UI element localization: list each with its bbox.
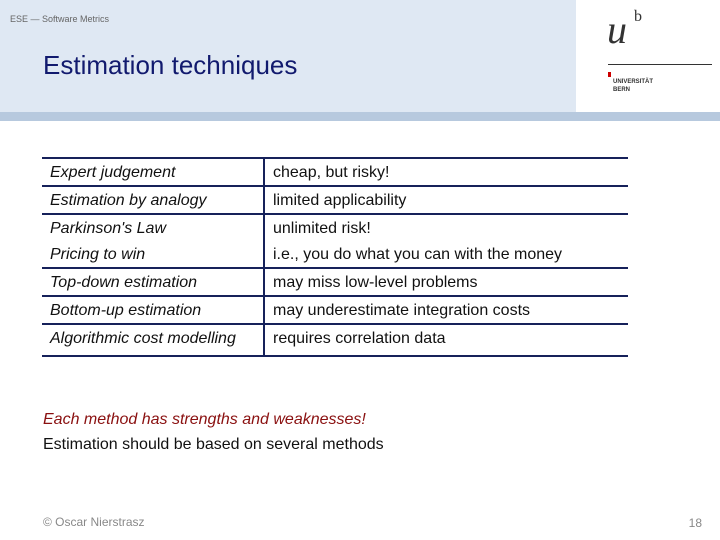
technique-cell: Bottom-up estimation: [42, 296, 264, 324]
logo-u-glyph: u: [607, 7, 627, 52]
table-row: [42, 186, 628, 214]
technique-cell: Parkinson's Law: [42, 214, 264, 241]
table-row: [42, 159, 628, 186]
logo-rule: [608, 64, 712, 65]
technique-cell: Algorithmic cost modelling: [42, 324, 264, 355]
description-cell: may underestimate integration costs: [264, 296, 628, 324]
logo-wordmark-line1: UNIVERSITÄT: [613, 79, 654, 85]
description-cell: cheap, but risky!: [264, 159, 628, 186]
header-divider: [0, 112, 720, 121]
university-logo: [604, 8, 714, 98]
description-cell: i.e., you do what you can with the money: [264, 241, 628, 268]
table-row: [42, 241, 628, 268]
table-row: [42, 296, 628, 324]
slide-title: Estimation techniques: [43, 50, 298, 80]
course-label: ESE — Software Metrics: [10, 14, 110, 24]
technique-cell: Top-down estimation: [42, 268, 264, 296]
logo-b-glyph: b: [634, 8, 642, 25]
techniques-table: [42, 157, 628, 357]
description-cell: limited applicability: [264, 186, 628, 214]
table-row: [42, 214, 628, 241]
description-cell: may miss low-level problems: [264, 268, 628, 296]
table-row: [42, 324, 628, 355]
description-cell: unlimited risk!: [273, 220, 371, 237]
technique-cell: Expert judgement: [42, 159, 264, 186]
technique-cell: Pricing to win: [42, 241, 264, 268]
logo-wordmark-line2: BERN: [613, 87, 631, 93]
footer-author: © Oscar Nierstrasz: [43, 515, 145, 529]
conclusion-note: Estimation should be based on several methods: [43, 436, 384, 453]
page-number: 18: [688, 516, 702, 530]
logo-wordmark: [608, 78, 653, 94]
table-row: [42, 268, 628, 296]
description-cell: requires correlation data: [273, 330, 446, 347]
emphasis-note: Each method has strengths and weaknesses!: [43, 411, 366, 428]
technique-cell: Estimation by analogy: [42, 186, 264, 214]
logo-mark-icon: [608, 72, 611, 77]
